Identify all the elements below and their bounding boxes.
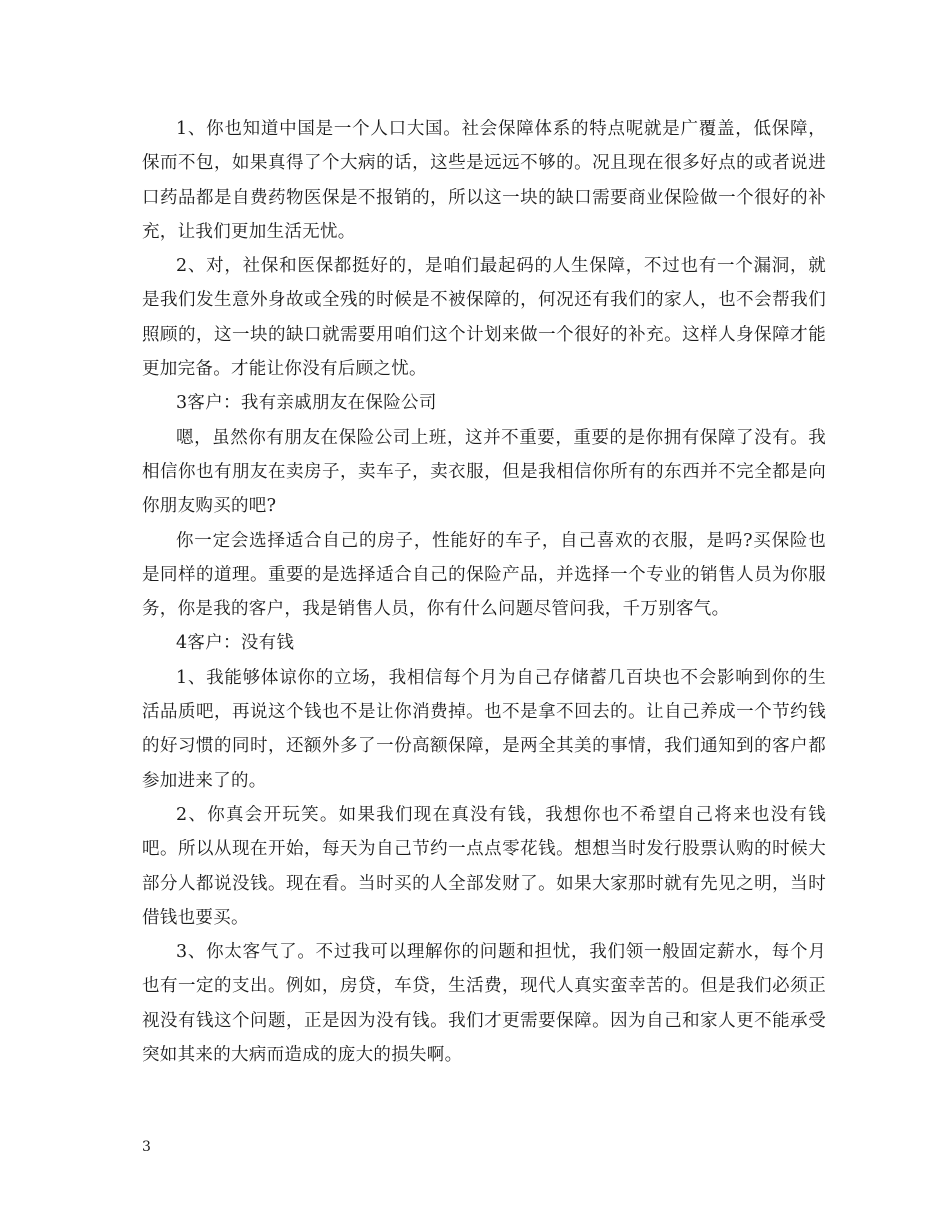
paragraph-no-money-point-3: 3、你太客气了。不过我可以理解你的问题和担忧，我们领一般固定薪水，每个月也有一定的支出。例如，房贷，车贷，生活费，现代人真实蛮幸苦的。但是我们必须正视没有钱这个问题，正是因为没有钱。我们才更需要保障。因为自己和家人更不能承受突如其来的大病而造成的庞大的损失啊。 bbox=[142, 942, 826, 1066]
paragraph-no-money-point-2: 2、你真会开玩笑。如果我们现在真没有钱，我想你也不希望自己将来也没有钱吧。所以从现在开始，每天为自己节约一点点零花钱。想想当时发行股票认购的时候大部分人都说没钱。现在看。当时买的人全部发财了。如果大家那时就有先见之明，当时借钱也要买。 bbox=[142, 804, 826, 928]
paragraph-no-money-point-1: 1、我能够体谅你的立场，我相信每个月为自己存储蓄几百块也不会影响到你的生活品质吧，再说这个钱也不是让你消费掉。也不是拿不回去的。让自己养成一个节约钱的好习惯的同时，还额外多了一份高额保障，是两全其美的事情，我们通知到的客户都参加进来了的。 bbox=[142, 667, 826, 791]
paragraph-point-2-social-security-gap: 2、对，社保和医保都挺好的，是咱们最起码的人生保障，不过也有一个漏洞，就是我们发生意外身故或全残的时候是不被保障的，何况还有我们的家人，也不会帮我们照顾的，这一块的缺口就需要用咱们这个计划来做一个很好的补充。这样人身保障才能更加完备。才能让你没有后顾之忧。 bbox=[142, 256, 826, 380]
section-heading-relatives-in-insurance: 3客户：我有亲戚朋友在保险公司 bbox=[176, 393, 437, 414]
paragraph-point-1-large-population: 1、你也知道中国是一个人口大国。社会保障体系的特点呢就是广覆盖，低保障，保而不包，如果真得了个大病的话，这些是远远不够的。况且现在很多好点的或者说进口药品都是自费药物医保是不报销的，所以这一块的缺口需要商业保险做一个很好的补充，让我们更加生活无忧。 bbox=[142, 119, 826, 242]
section-heading-no-money: 4客户：没有钱 bbox=[176, 633, 295, 654]
page-number: 3 bbox=[142, 1139, 151, 1155]
paragraph-friend-in-insurance-response: 嗯，虽然你有朋友在保险公司上班，这并不重要，重要的是你拥有保障了没有。我相信你也有朋友在卖房子，卖车子，卖衣服，但是我相信你所有的东西并不完全都是向你朋友购买的吧? bbox=[142, 427, 826, 517]
paragraph-choose-suitable-product: 你一定会选择适合自己的房子，性能好的车子，自己喜欢的衣服，是吗?买保险也是同样的道理。重要的是选择适合自己的保险产品，并选择一个专业的销售人员为你服务，你是我的客户，我是销售人员，你有什么问题尽管问我，千万别客气。 bbox=[142, 530, 826, 620]
document-body bbox=[142, 112, 826, 1072]
